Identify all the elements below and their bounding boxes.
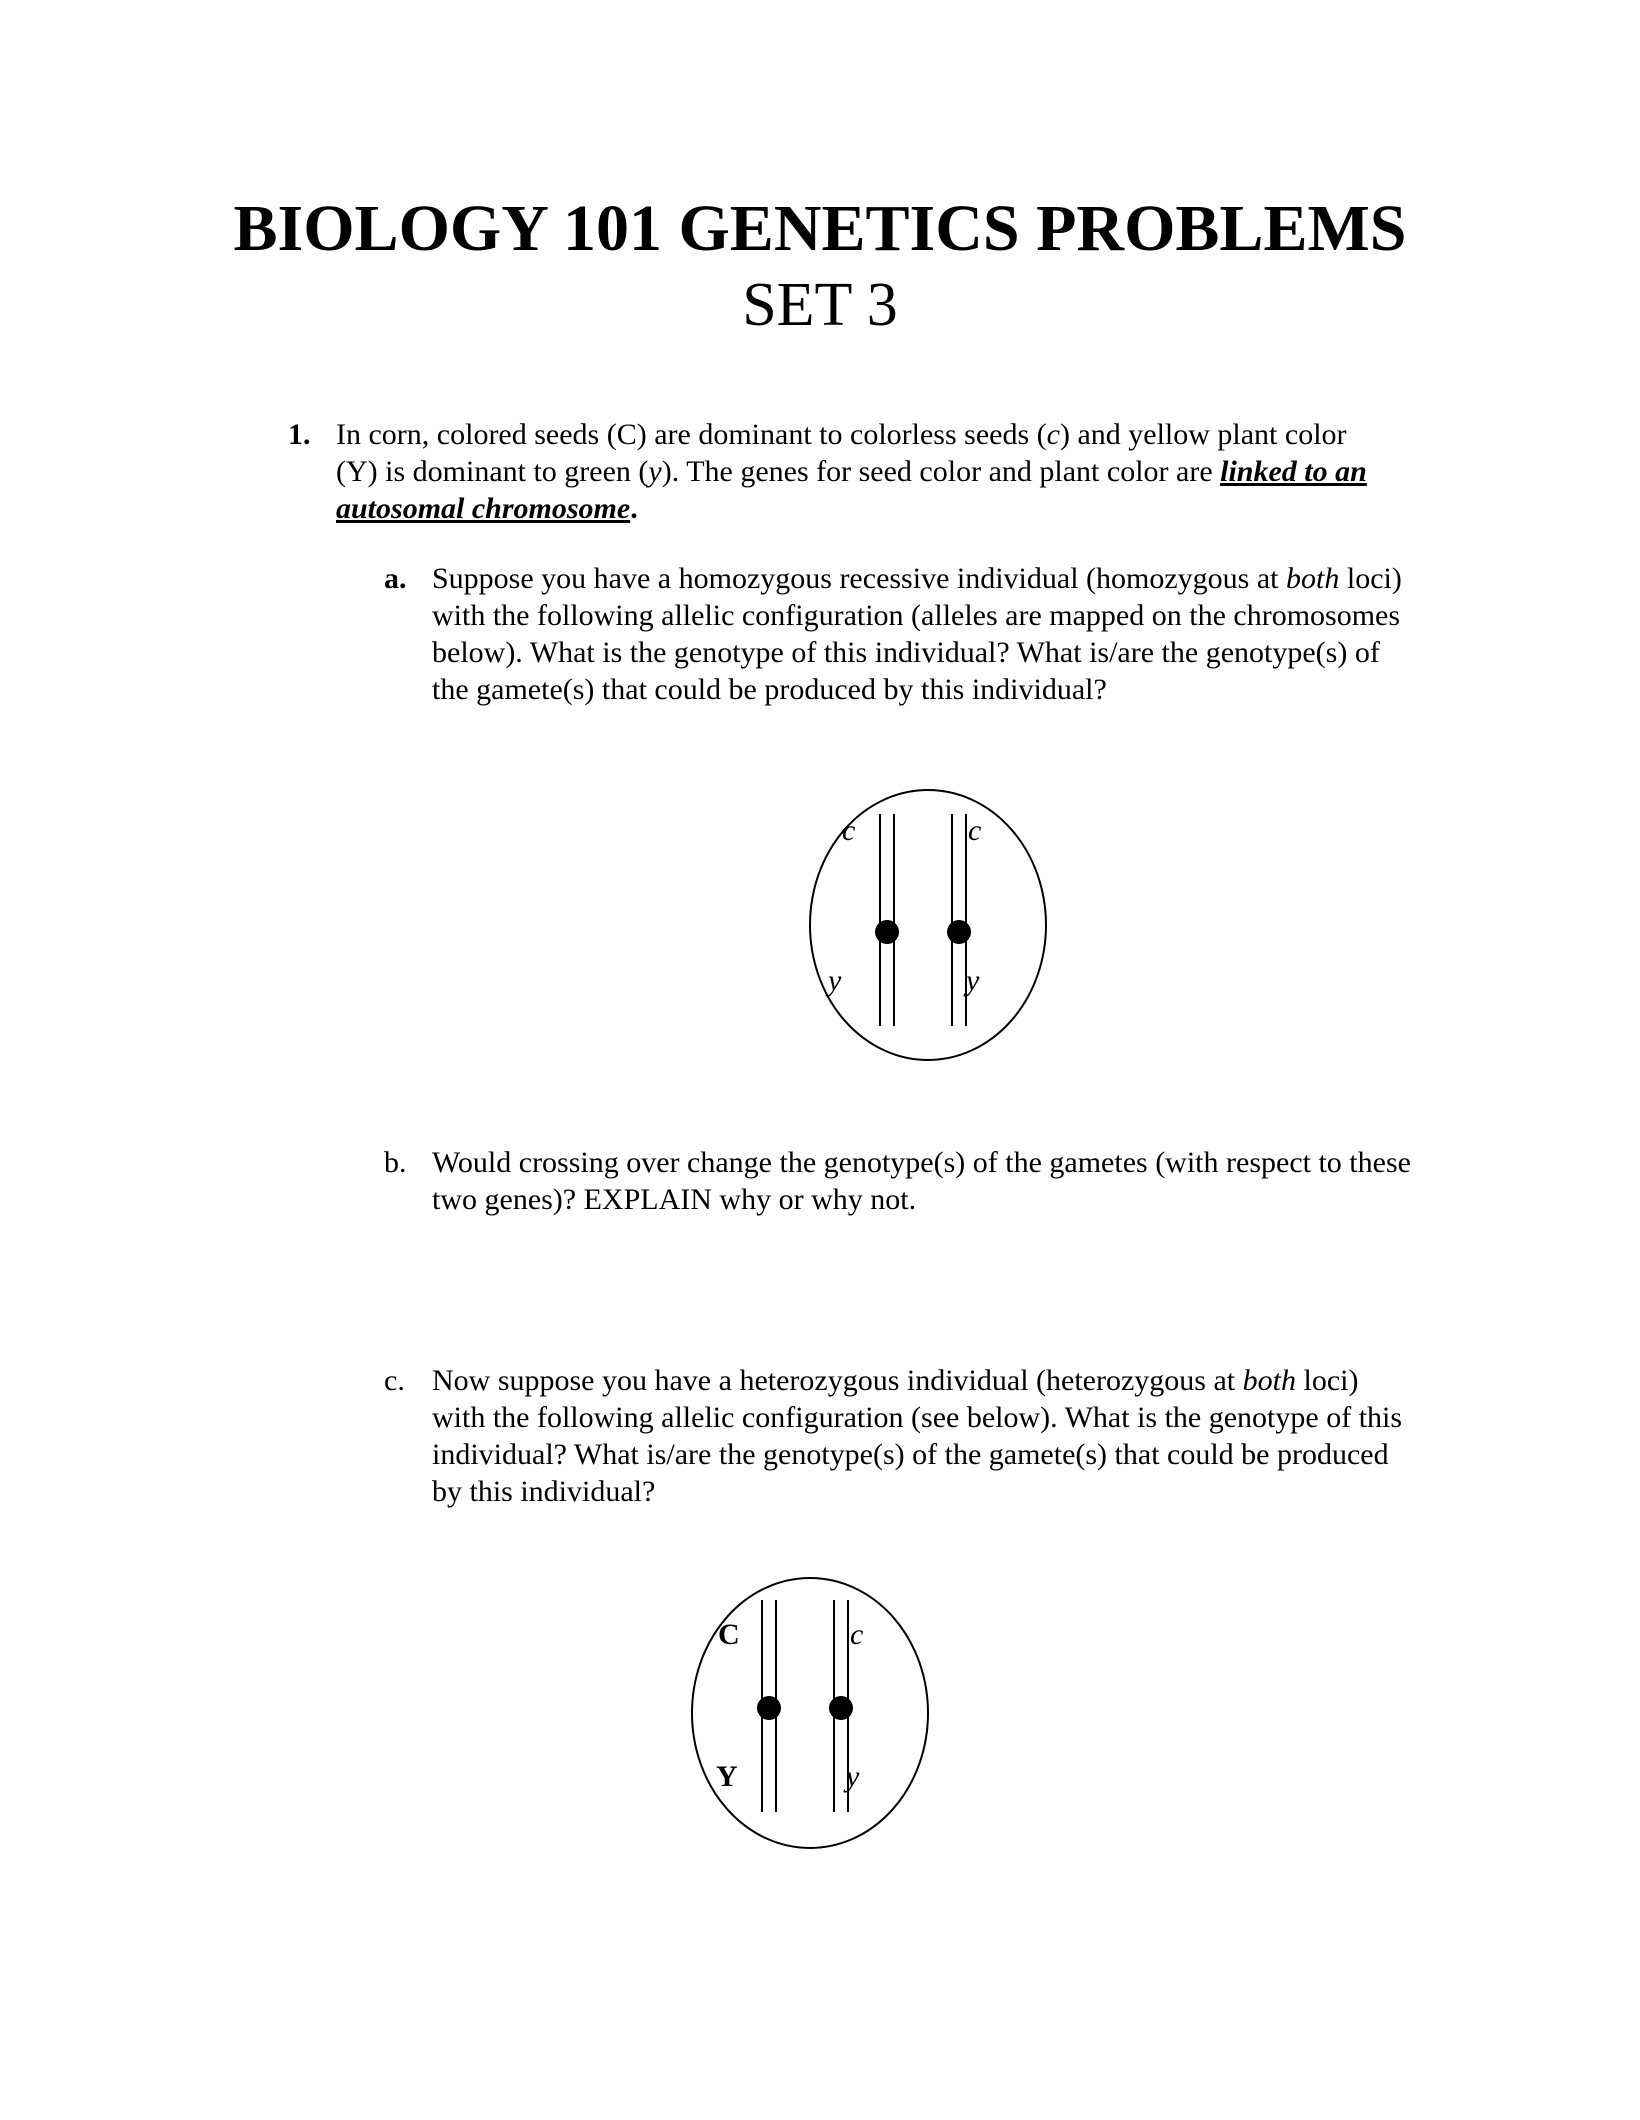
q1-text-end: . xyxy=(630,492,638,525)
chromosome-diagram-c xyxy=(688,1574,932,1852)
q1-linked-phrase: linked to an autosomal chromosome xyxy=(336,455,1367,525)
part-a-text-part1: Suppose you have a homozygous recessive individual (homozygous at xyxy=(432,562,1287,595)
part-b-text: Would crossing over change the genotype(s) of the gametes (with respect to these two genes)? EXPLAIN why or why not. xyxy=(432,1146,1411,1216)
allele-a-left-top: c xyxy=(842,814,856,847)
q1-c-italic: c xyxy=(1046,418,1060,451)
q1-text-part3: ). The genes for seed color and plant color are xyxy=(661,455,1221,488)
part-a-label: a. xyxy=(384,562,407,595)
allele-c-left-bottom: Y xyxy=(716,1760,738,1793)
part-c-text-part2: loci) with the following allelic configuration (see below). What is the genotype of this individual? What is/are the genotype(s) of the gamete(s) that could be produced by this individual? xyxy=(432,1364,1403,1508)
part-c-both-italic: both xyxy=(1242,1364,1296,1397)
cell-diagram-c-svg xyxy=(688,1574,932,1852)
page-subtitle: SET 3 xyxy=(742,271,898,339)
allele-c-left-top: C xyxy=(718,1618,740,1651)
question-1-number: 1. xyxy=(288,418,311,451)
part-a-text-part2: loci) with the following allelic configuration (alleles are mapped on the chromosomes below). What is the genotype of this individual? What is/are the genotype(s) of the gamete(s) that could be produced by this individual? xyxy=(432,562,1402,706)
allele-c-right-bottom: y xyxy=(846,1760,860,1793)
question-1-text xyxy=(336,416,1376,527)
part-a-text xyxy=(432,560,1412,708)
part-a-both-italic: both xyxy=(1286,562,1340,595)
part-c-text xyxy=(432,1362,1412,1510)
part-b-label: b. xyxy=(384,1146,407,1179)
part-c-text-part1: Now suppose you have a heterozygous individual (heterozygous at xyxy=(432,1364,1243,1397)
allele-a-right-bottom: y xyxy=(966,964,980,997)
q1-y-italic: y xyxy=(648,455,662,488)
q1-text-part2: ) and yellow plant color (Y) is dominant to green ( xyxy=(336,418,1347,488)
allele-a-right-top: c xyxy=(968,814,982,847)
centromere-a-left xyxy=(875,920,899,944)
chromosome-diagram-a xyxy=(806,786,1050,1064)
centromere-a-right xyxy=(947,920,971,944)
part-c-label: c. xyxy=(384,1364,405,1397)
q1-text-part1: In corn, colored seeds (C) are dominant to colorless seeds ( xyxy=(336,418,1047,451)
allele-a-left-bottom: y xyxy=(828,964,842,997)
centromere-c-right xyxy=(829,1696,853,1720)
allele-c-right-top: c xyxy=(850,1618,864,1651)
centromere-c-left xyxy=(757,1696,781,1720)
page-title: BIOLOGY 101 GENETICS PROBLEMS xyxy=(233,192,1407,265)
